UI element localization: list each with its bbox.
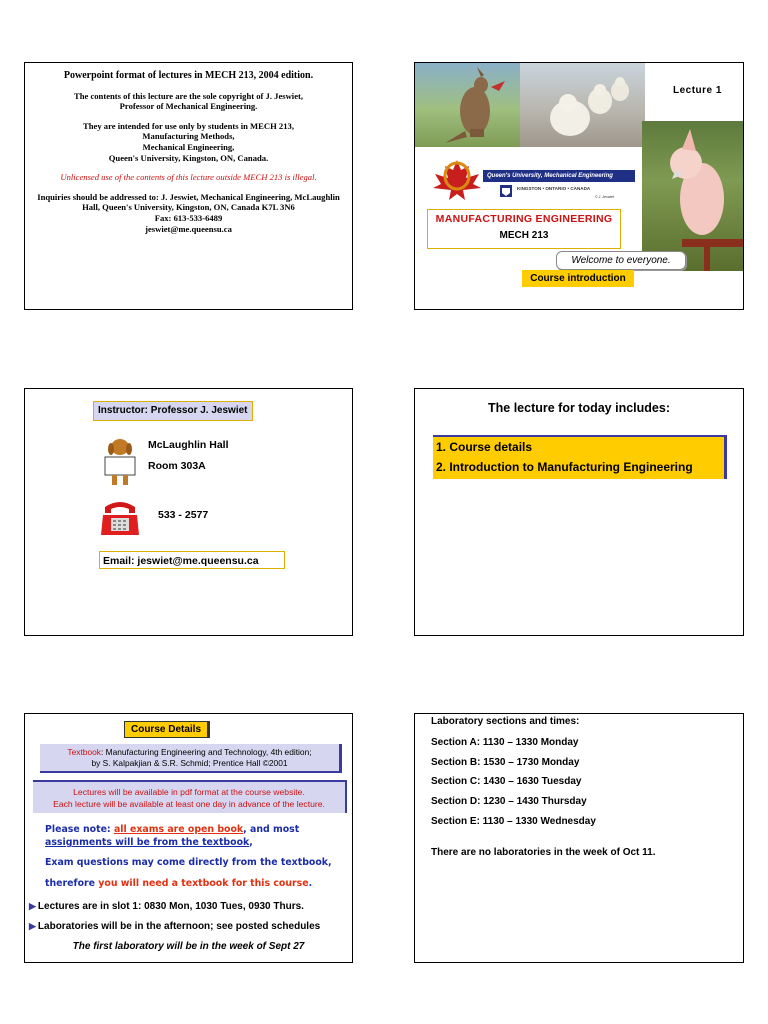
course-details-heading: Course Details <box>124 721 210 738</box>
lab-section: Section B: 1530 – 1730 Monday <box>431 757 580 768</box>
note-text: , <box>249 837 253 848</box>
lab-section: Section D: 1230 – 1430 Thursday <box>431 796 587 807</box>
location-text: KINGSTON • ONTARIO • CANADA <box>517 186 591 191</box>
lab-section: Section A: 1130 – 1330 Monday <box>431 737 579 748</box>
fax-line: Fax: 613-533-6489 <box>154 212 223 223</box>
copyright-line-2: Professor of Mechanical Engineering. <box>119 101 258 112</box>
note-line-4 <box>45 878 312 889</box>
instructor-email: Email: jeswiet@me.queensu.ca <box>99 551 285 569</box>
lecture-availability-2: Each lecture will be available at least one day in advance of the lecture. <box>53 799 325 809</box>
usage-line-1: They are intended for use only by students in MECH 213, <box>83 120 294 131</box>
slide-instructor <box>24 388 353 636</box>
arrow-bullet-icon: ▶ <box>29 901 36 911</box>
polar-bears-photo <box>520 63 645 147</box>
usage-line-2: Manufacturing Methods, <box>142 131 235 142</box>
bullet-text: Laboratories will be in the afternoon; see posted schedules <box>37 921 321 932</box>
lab-note: There are no laboratories in the week of Oct 11. <box>431 847 656 858</box>
university-bar: Queen's University, Mechanical Engineering <box>483 170 635 182</box>
bullet-labs <box>29 921 320 932</box>
note-line-1 <box>45 824 299 835</box>
warning-text: Unlicensed use of the contents of this lecture outside MECH 213 is illegal. <box>60 172 317 183</box>
textbook-authors: by S. Kalpakjian & S.R. Schmid; Prentice Hall ©2001 <box>91 758 288 768</box>
lecture-availability-1: Lectures will be available in pdf format at the course website. <box>73 787 305 797</box>
slide-title <box>414 62 744 310</box>
usage-line-3: Mechanical Engineering, <box>142 141 235 152</box>
lab-section: Section E: 1130 – 1330 Wednesday <box>431 816 596 827</box>
maple-leaf-icon <box>429 158 485 204</box>
slide-copyright <box>24 62 353 310</box>
building-text: McLaughlin Hall <box>148 439 229 451</box>
cockatoo-photo <box>642 121 744 271</box>
email-line: jeswiet@me.queensu.ca <box>145 223 232 234</box>
agenda-list <box>433 435 727 479</box>
welcome-callout: Welcome to everyone. <box>556 251 686 270</box>
textbook-label: Textbook <box>67 747 101 757</box>
kangaroo-photo <box>415 63 520 147</box>
agenda-item: 2. Introduction to Manufacturing Engineering <box>436 460 693 474</box>
bullet-text: Lectures are in slot 1: 0830 Mon, 1030 Tues, 0930 Thurs. <box>37 901 304 912</box>
instructor-label: Instructor: Professor J. Jeswiet <box>93 401 253 421</box>
slide-lab-sections <box>414 713 744 963</box>
arrow-bullet-icon: ▶ <box>29 921 36 931</box>
crest-icon <box>499 184 513 198</box>
lab-heading: Laboratory sections and times: <box>431 716 580 727</box>
course-code: MECH 213 <box>499 230 549 241</box>
queens-logo <box>429 158 621 204</box>
slide-agenda <box>414 388 744 636</box>
copyright-line-1: The contents of this lecture are the sole copyright of J. Jeswiet, <box>73 90 304 101</box>
note-text: , and most <box>243 824 300 835</box>
first-lab-note: The first laboratory will be in the week of Sept 27 <box>72 941 305 952</box>
note-line-2 <box>45 837 253 848</box>
dog-with-sign-icon <box>103 437 137 487</box>
slide-course-details <box>24 713 353 963</box>
lecture-availability-box <box>33 780 347 813</box>
copyright-title: Powerpoint format of lectures in MECH 213, 2004 edition. <box>63 70 314 81</box>
telephone-icon <box>99 497 141 537</box>
note-text: . <box>308 878 313 889</box>
room-text: Room 303A <box>148 460 206 472</box>
agenda-item: 1. Course details <box>436 440 533 454</box>
note-underlined: assignments will be from the textbook <box>45 837 250 848</box>
textbook-title: : Manufacturing Engineering and Technology, 4th edition; <box>100 747 312 757</box>
lecture-number: Lecture 1 <box>673 85 722 96</box>
phone-number: 533 - 2577 <box>158 509 209 521</box>
inquiry-line-2: Hall, Queen's University, Kingston, ON, Canada K7L 3N6 <box>82 202 295 213</box>
note-text: therefore <box>45 878 99 889</box>
bullet-lectures <box>29 901 304 912</box>
agenda-title: The lecture for today includes: <box>488 401 670 415</box>
note-text: Please note: <box>45 824 114 835</box>
textbook-box <box>40 744 342 773</box>
note-highlight: all exams are open book <box>113 824 244 835</box>
note-line-3: Exam questions may come directly from the textbook, <box>45 857 332 868</box>
title-box <box>427 209 621 249</box>
note-highlight: you will need a textbook for this course <box>98 878 309 889</box>
credit-text: © J. Jeswiet <box>595 195 614 199</box>
inquiry-line-1: Inquiries should be addressed to: J. Jeswiet, Mechanical Engineering, McLaughlin <box>37 191 340 202</box>
usage-line-4: Queen's University, Kingston, ON, Canada. <box>108 152 269 163</box>
lab-section: Section C: 1430 – 1630 Tuesday <box>431 776 582 787</box>
course-intro-label: Course introduction <box>522 270 634 287</box>
course-heading: MANUFACTURING ENGINEERING <box>435 213 613 225</box>
